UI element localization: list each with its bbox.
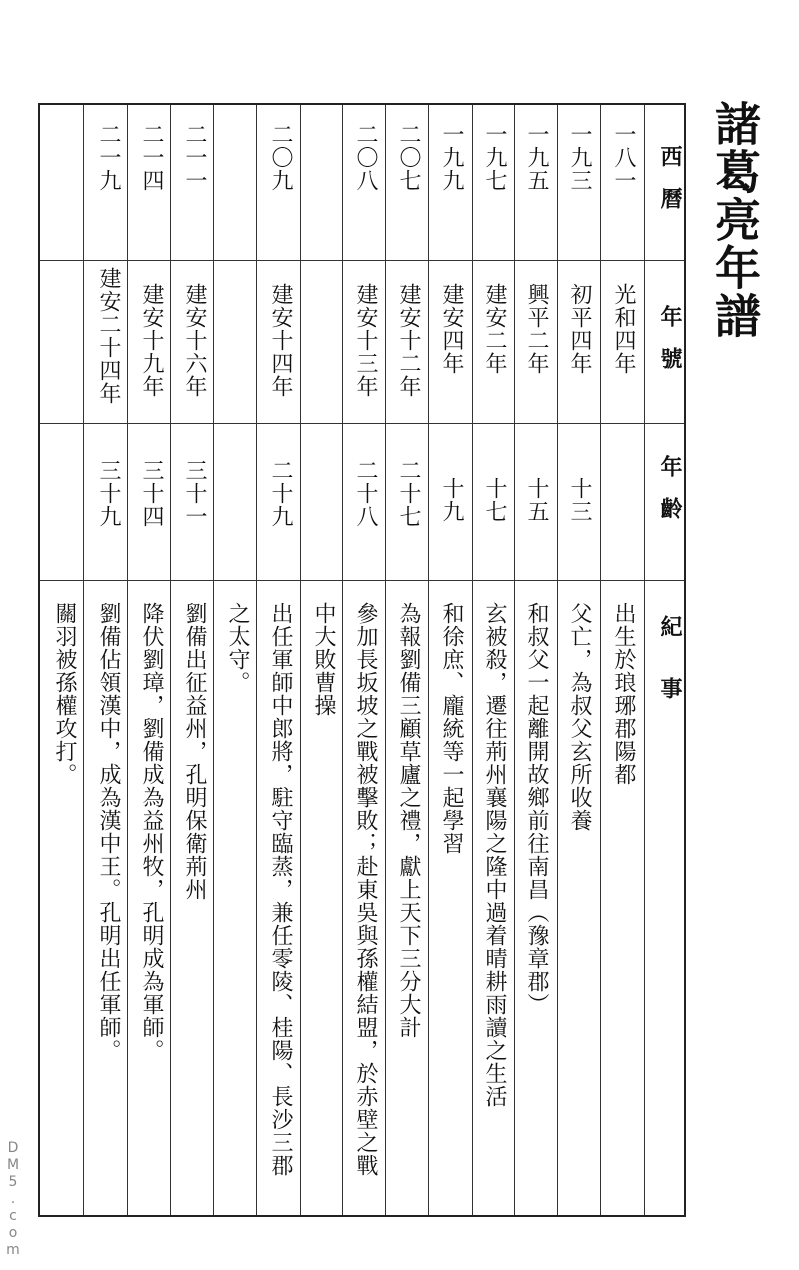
col-divider	[83, 105, 84, 1215]
row-year: 一九五	[524, 123, 549, 192]
row-era: 建安十三年	[353, 283, 378, 398]
divider-era-age	[40, 423, 684, 424]
row-event: 劉備佔領漢中，成為漢中王。孔明出任軍師。	[96, 602, 121, 1062]
row-age: 三十四	[139, 459, 164, 528]
site-watermark: DM5.com	[5, 1140, 21, 1259]
row-age: 二十九	[268, 459, 293, 528]
row-year: 二一一	[182, 123, 207, 192]
col-divider	[600, 105, 601, 1215]
row-event: 降伏劉璋，劉備成為益州牧，孔明成為軍師。	[139, 602, 164, 1062]
col-divider	[300, 105, 301, 1215]
row-event-continued: 關羽被孫權攻打。	[52, 602, 77, 786]
page-title: 諸葛亮年譜	[708, 100, 762, 340]
row-event: 父亡，為叔父玄所收養	[567, 602, 592, 832]
row-event: 和徐庶、龐統等一起學習	[439, 602, 464, 855]
col-divider	[428, 105, 429, 1215]
divider-age-events	[40, 580, 684, 581]
col-divider	[557, 105, 558, 1215]
chronology-table	[38, 103, 686, 1217]
col-divider	[514, 105, 515, 1215]
row-year: 一九七	[482, 123, 507, 192]
col-divider	[170, 105, 171, 1215]
row-era: 建安十九年	[139, 283, 164, 398]
row-year: 一八一	[611, 123, 636, 192]
row-event: 為報劉備三顧草廬之禮，獻上天下三分大計	[396, 602, 421, 1039]
row-event-continued: 之太守。	[225, 602, 250, 694]
row-era: 興平二年	[524, 283, 549, 375]
row-year: 二〇八	[353, 123, 378, 192]
row-event-continued: 中大敗曹操	[311, 602, 336, 717]
row-age: 十七	[482, 477, 507, 523]
divider-year-era	[40, 260, 684, 261]
row-event: 出任軍師中郎將，駐守臨蒸，兼任零陵、桂陽、長沙三郡	[268, 602, 293, 1177]
row-era: 建安二十四年	[96, 267, 121, 405]
row-year: 一九三	[567, 123, 592, 192]
header-era: 年號	[657, 305, 683, 389]
row-event: 玄被殺，遷往荊州襄陽之隆中過着晴耕雨讀之生活	[482, 602, 507, 1108]
row-year: 二〇九	[268, 123, 293, 192]
col-divider	[644, 105, 645, 1215]
row-era: 建安十四年	[268, 283, 293, 398]
header-age: 年齡	[657, 455, 683, 539]
row-year: 一九九	[439, 123, 464, 192]
col-divider	[342, 105, 343, 1215]
row-age: 三十九	[96, 459, 121, 528]
row-age: 十五	[524, 477, 549, 523]
row-era: 建安二年	[482, 283, 507, 375]
row-era: 光和四年	[611, 283, 636, 375]
row-event: 參加長坂坡之戰被擊敗；赴東吳與孫權結盟，於赤壁之戰	[353, 602, 378, 1177]
row-year: 二一九	[96, 123, 121, 192]
row-era: 初平四年	[567, 283, 592, 375]
row-event: 出生於琅琊郡陽都	[611, 602, 636, 786]
col-divider	[127, 105, 128, 1215]
row-era: 建安十二年	[396, 283, 421, 398]
col-divider	[213, 105, 214, 1215]
row-age: 二十七	[396, 459, 421, 528]
row-era: 建安十六年	[182, 283, 207, 398]
row-year: 二一四	[139, 123, 164, 192]
row-age: 二十八	[353, 459, 378, 528]
row-year: 二〇七	[396, 123, 421, 192]
row-event: 劉備出征益州，孔明保衛荊州	[182, 602, 207, 901]
row-event: 和叔父一起離開故鄉前往南昌（豫章郡）	[524, 602, 549, 1016]
row-age: 三十一	[182, 459, 207, 528]
col-divider	[385, 105, 386, 1215]
header-events: 紀事	[657, 615, 683, 739]
row-age: 十三	[567, 477, 592, 523]
row-age: 十九	[439, 477, 464, 523]
col-divider	[472, 105, 473, 1215]
row-era: 建安四年	[439, 283, 464, 375]
col-divider	[256, 105, 257, 1215]
header-year: 西曆	[657, 145, 683, 229]
